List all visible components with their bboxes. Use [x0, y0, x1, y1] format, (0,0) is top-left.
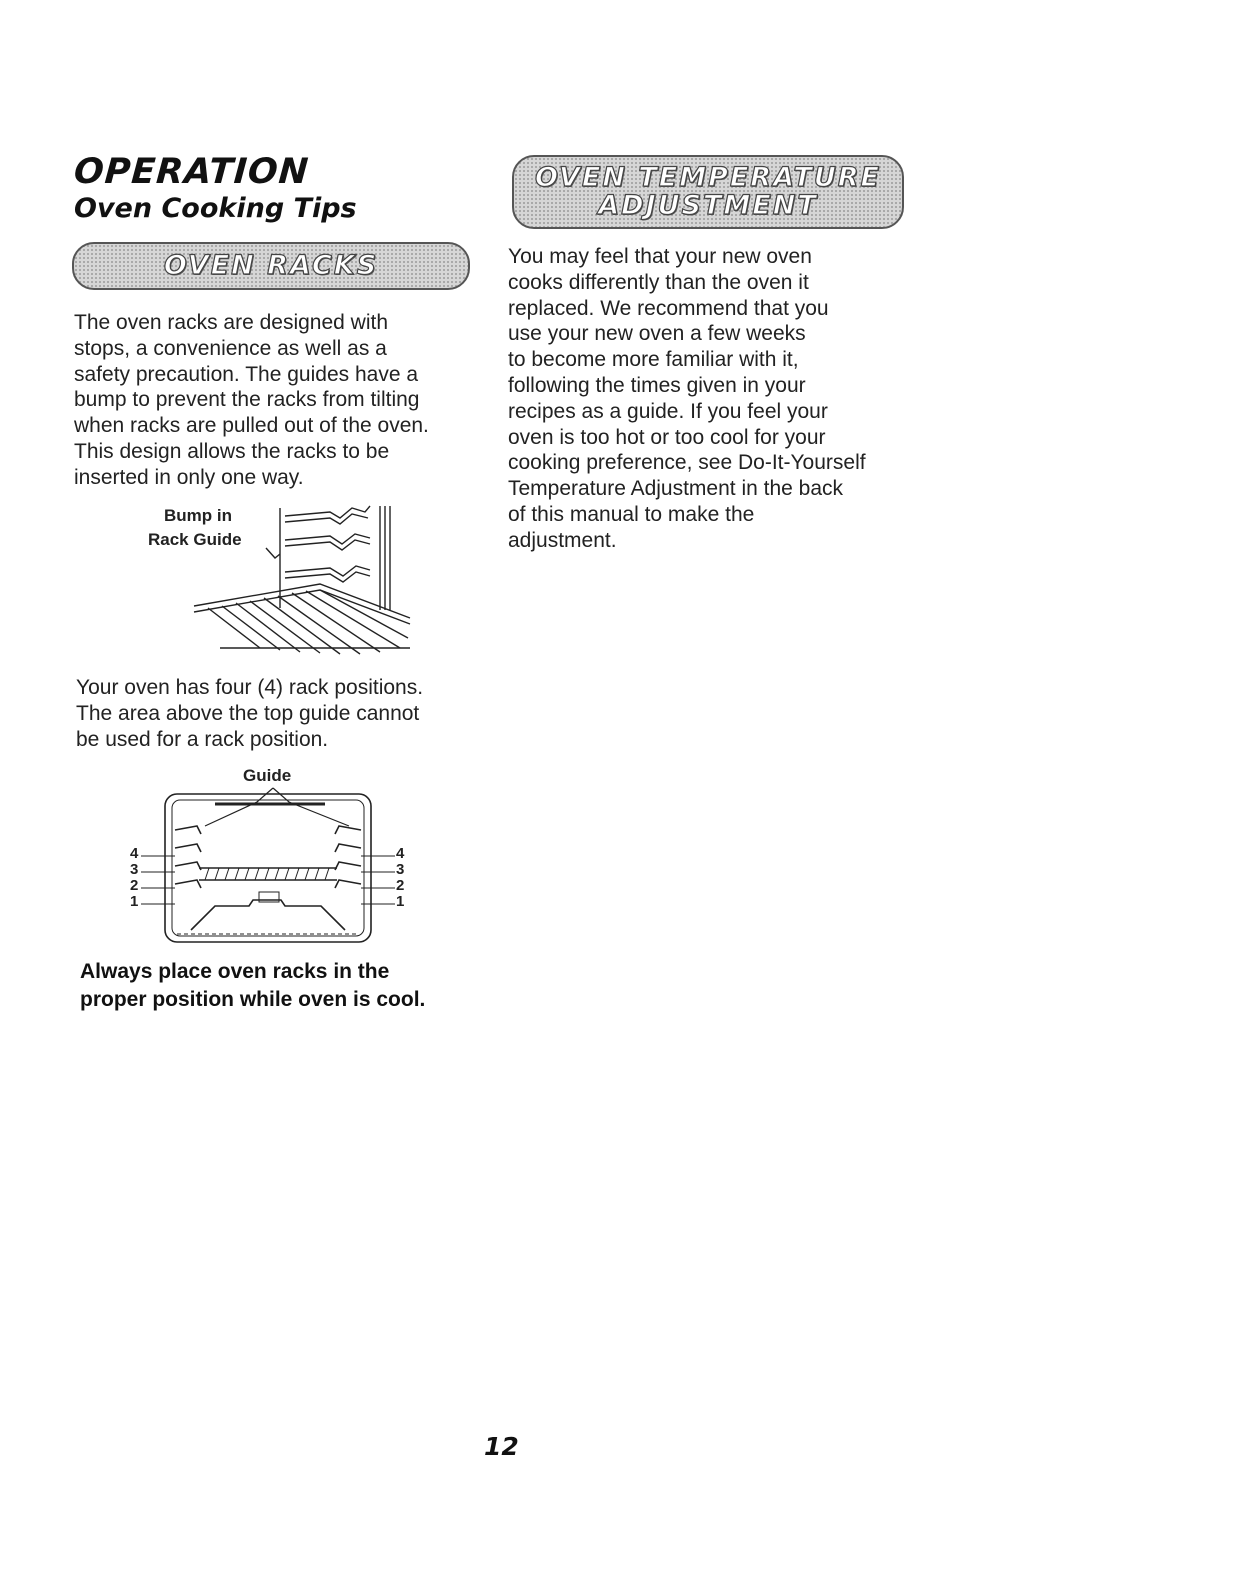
oven-racks-banner [72, 242, 470, 290]
rack-position-3-left: 3 [130, 861, 139, 878]
section-title: OPERATION [72, 152, 311, 192]
oven-temperature-banner-line1: OVEN TEMPERATURE [535, 161, 881, 193]
rack-position-3-right: 3 [396, 861, 405, 878]
rack-positions-text: Your oven has four (4) rack positions. The area above the top guide cannot be used for a rack position. [76, 676, 424, 751]
rack-position-1-left: 1 [130, 893, 139, 910]
oven-temperature-banner-line2: ADJUSTMENT [598, 190, 818, 221]
oven-racks-banner-label: OVEN RACKS [163, 249, 379, 281]
rack-position-4-right: 4 [396, 845, 405, 862]
oven-temperature-banner [512, 155, 904, 229]
oven-temperature-body: You may feel that your new oven cooks differently than the oven it replaced. We recommend that you use your new oven a few weeks to become more familiar with it, following the times given in your recipes as a guide. If you feel your oven is too hot or too cool for your cooking preference, see Do-It-Yourself Temperature Adjustment in the back of this manual to make the adjustment. [508, 245, 866, 552]
rack-position-2-left: 2 [130, 877, 139, 894]
rack-position-4-left: 4 [130, 845, 139, 862]
oven-cavity-diagram [125, 788, 415, 948]
rack-guide-illustration [180, 498, 420, 668]
oven-racks-intro: The oven racks are designed with stops, a convenience as well as a safety precaution. The guides have a bump to prevent the racks from tilting when racks are pulled out of the oven. This design allows the racks to be inserted in only one way. [74, 311, 429, 489]
rack-warning: Always place oven racks in the proper position while oven is cool. [80, 960, 426, 1011]
page-number: 12 [484, 1432, 519, 1461]
bump-label-line1: Bump in [164, 506, 232, 525]
rack-position-2-right: 2 [396, 877, 405, 894]
rack-position-1-right: 1 [396, 893, 405, 910]
page-subtitle: Oven Cooking Tips [74, 193, 357, 224]
guide-label: Guide [243, 766, 292, 785]
bump-label-line2: Rack Guide [148, 530, 242, 549]
